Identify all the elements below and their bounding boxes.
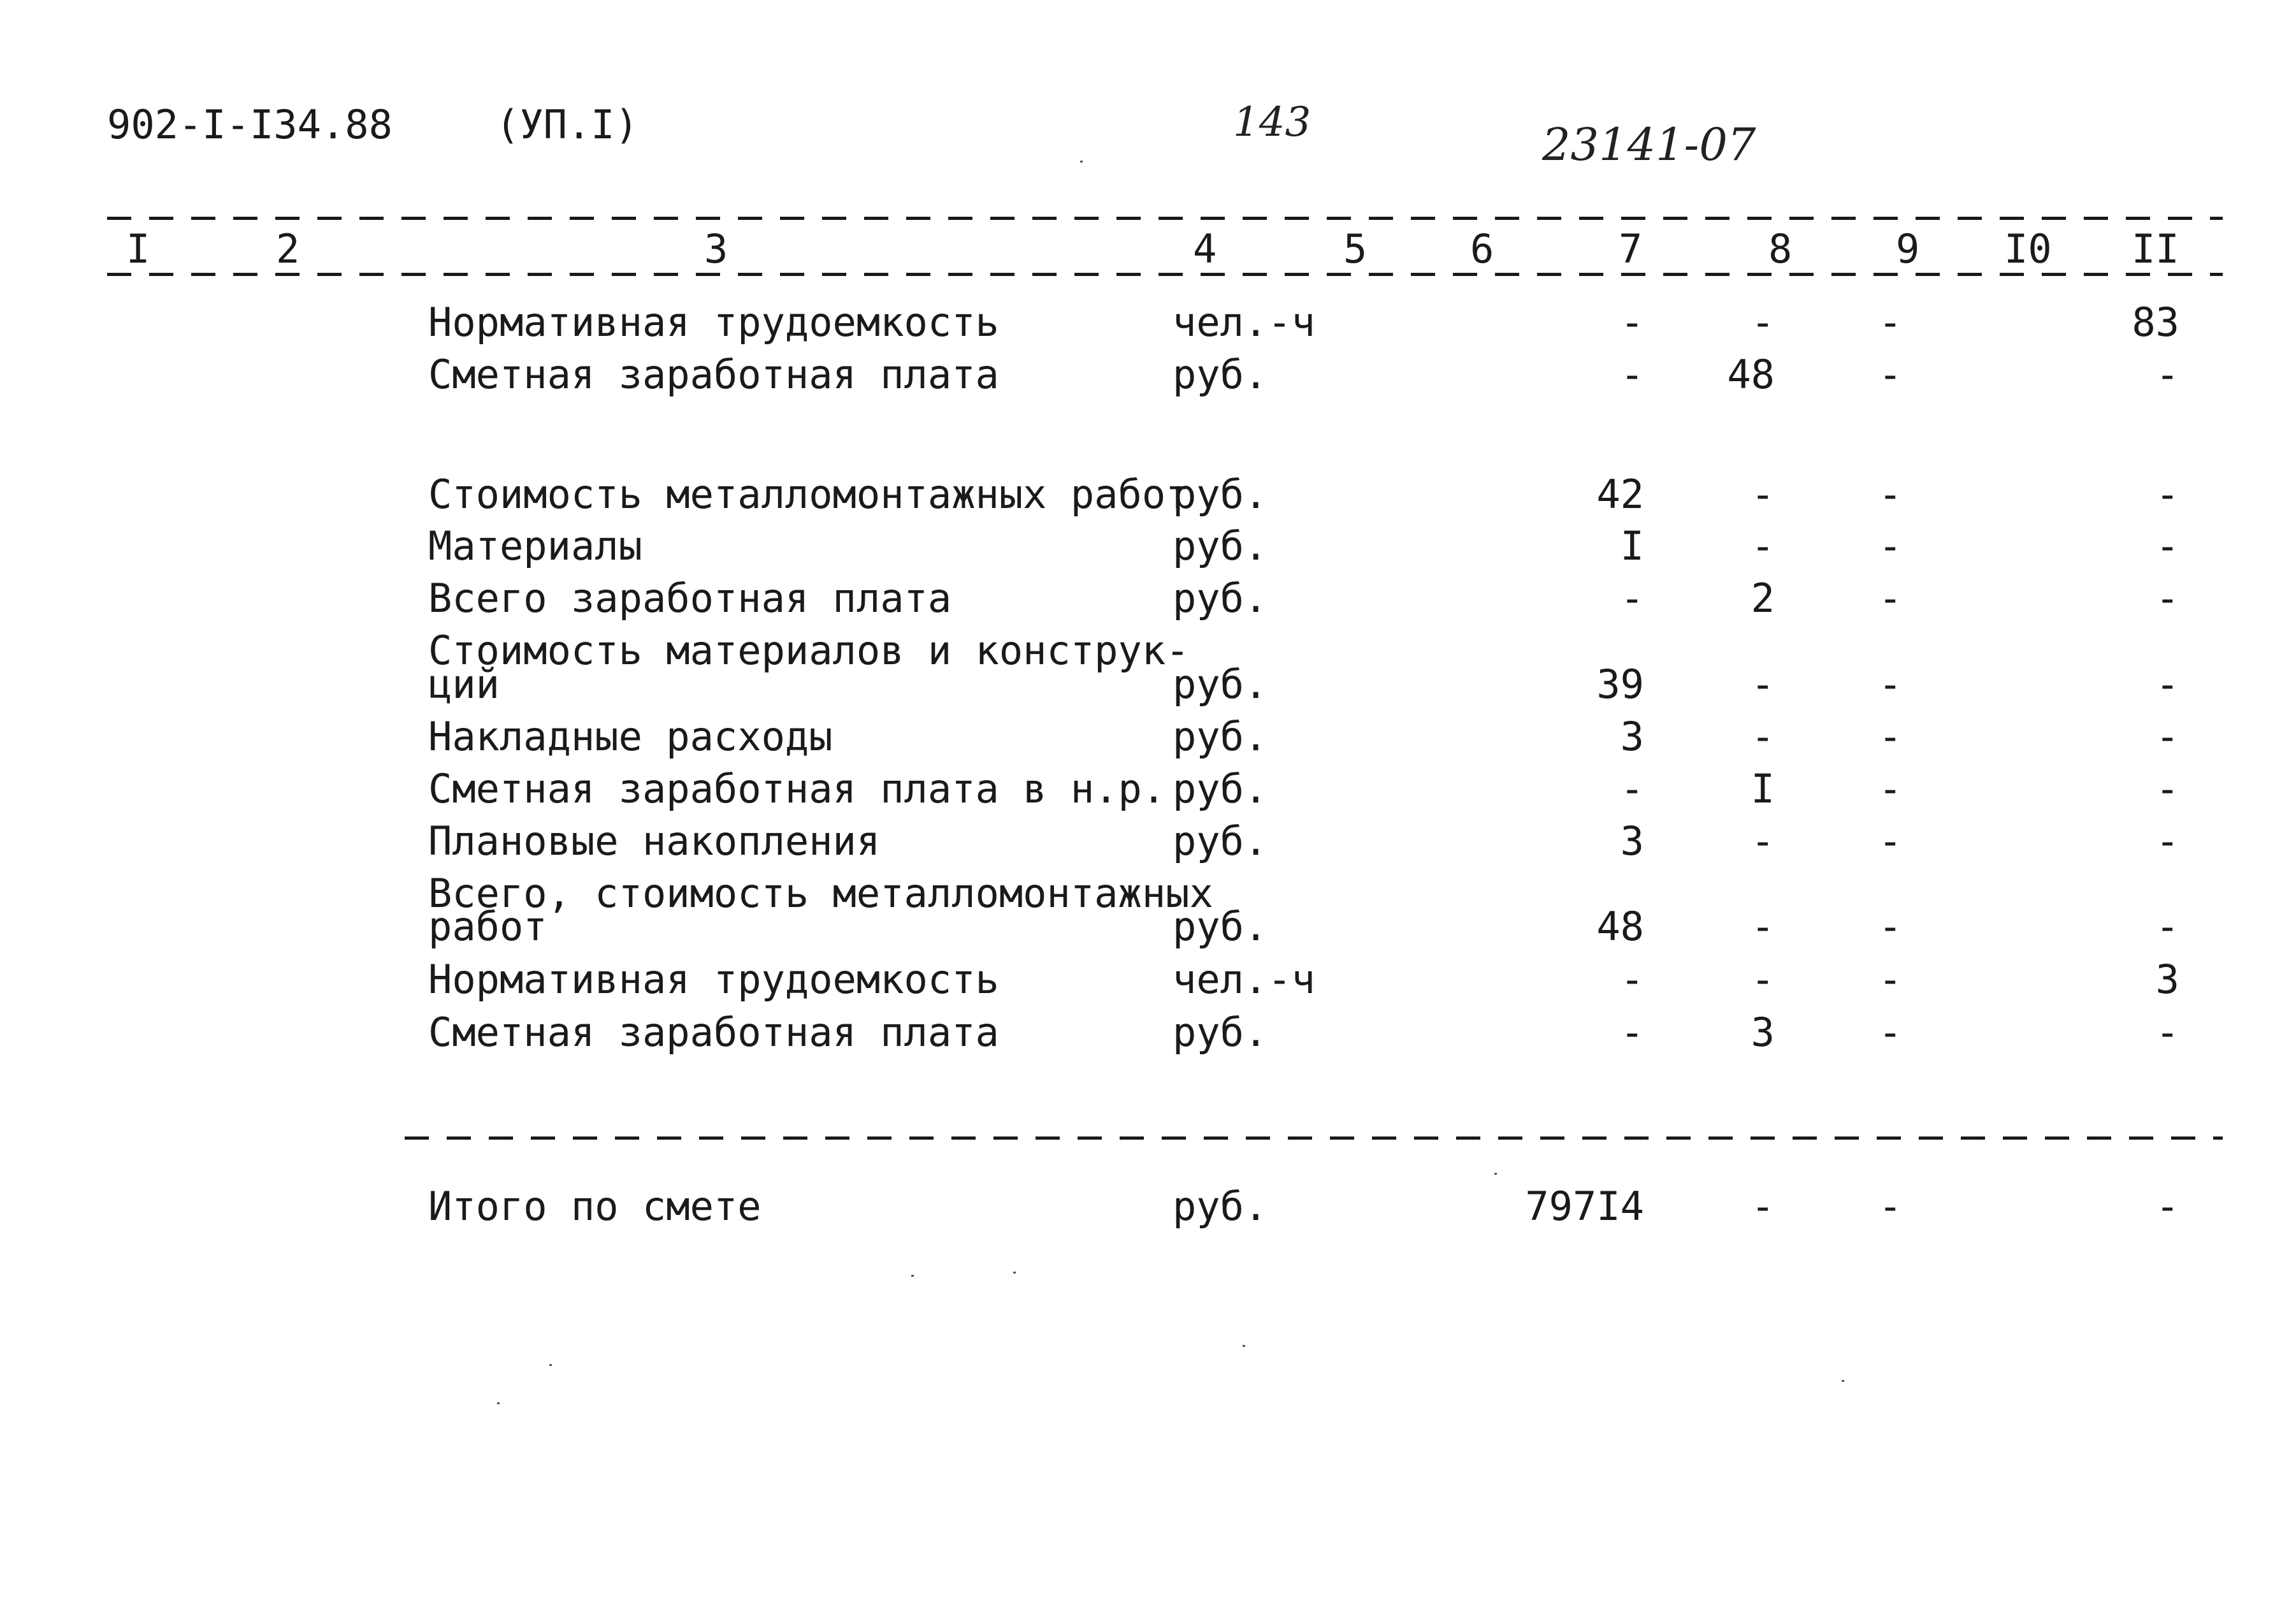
table-header-rule bbox=[107, 273, 2223, 276]
row-col8: - bbox=[1751, 956, 1775, 1003]
total-col7: 797I4 bbox=[1525, 1183, 1644, 1230]
row-unit: руб. bbox=[1173, 713, 1268, 760]
row-unit: руб. bbox=[1173, 351, 1268, 398]
row-col8: - bbox=[1751, 299, 1775, 345]
row-col9: - bbox=[1878, 471, 1902, 518]
row-col8: - bbox=[1751, 523, 1775, 569]
total-col9: - bbox=[1878, 1183, 1902, 1230]
row-col11: - bbox=[2155, 766, 2179, 812]
scan-speck bbox=[1842, 1380, 1844, 1382]
row-col11: - bbox=[2155, 661, 2179, 708]
row-col7: - bbox=[1620, 956, 1644, 1003]
row-col9: - bbox=[1878, 713, 1902, 760]
row-unit: чел.-ч bbox=[1173, 956, 1315, 1003]
document-code: 902-I-I34.88 bbox=[107, 101, 393, 148]
row-col11: - bbox=[2155, 471, 2179, 518]
row-col9: - bbox=[1878, 818, 1902, 864]
column-header-6: 6 bbox=[1470, 226, 1494, 272]
row-col8: - bbox=[1751, 818, 1775, 864]
row-unit: руб. bbox=[1173, 903, 1268, 950]
row-col11: - bbox=[2155, 818, 2179, 864]
row-col7: 42 bbox=[1596, 471, 1644, 518]
row-col7: 39 bbox=[1596, 661, 1644, 708]
total-label: Итого по смете bbox=[428, 1183, 762, 1230]
row-col9: - bbox=[1878, 575, 1902, 621]
row-unit: руб. bbox=[1173, 818, 1268, 864]
total-separator-rule bbox=[405, 1136, 2223, 1140]
total-col8: - bbox=[1751, 1183, 1775, 1230]
column-header-5: 5 bbox=[1343, 226, 1368, 272]
row-label: Плановые накопления bbox=[428, 818, 881, 864]
scan-speck bbox=[549, 1364, 552, 1366]
row-label: Всего, стоимость металломонтажных bbox=[428, 870, 1213, 917]
row-col11: 83 bbox=[2132, 299, 2179, 345]
row-col9: - bbox=[1878, 299, 1902, 345]
row-col8: - bbox=[1751, 903, 1775, 950]
scan-speck bbox=[1243, 1345, 1245, 1347]
row-label: Накладные расходы bbox=[428, 713, 833, 760]
column-header-9: 9 bbox=[1896, 226, 1920, 272]
row-col7: 3 bbox=[1620, 713, 1644, 760]
row-col11: - bbox=[2155, 351, 2179, 398]
row-col7: 48 bbox=[1596, 903, 1644, 950]
row-unit: чел.-ч bbox=[1173, 299, 1315, 345]
document-section: (УП.I) bbox=[496, 101, 639, 148]
row-col7: - bbox=[1620, 575, 1644, 621]
row-label: Материалы bbox=[428, 523, 642, 569]
total-col11: - bbox=[2155, 1183, 2179, 1230]
row-unit: руб. bbox=[1173, 523, 1268, 569]
document-number: 23141-07 bbox=[1542, 119, 1756, 171]
row-col9: - bbox=[1878, 523, 1902, 569]
row-col11: - bbox=[2155, 713, 2179, 760]
row-col11: - bbox=[2155, 523, 2179, 569]
row-col7: - bbox=[1620, 351, 1644, 398]
row-unit: руб. bbox=[1173, 575, 1268, 621]
row-unit: руб. bbox=[1173, 661, 1268, 708]
row-col8: - bbox=[1751, 661, 1775, 708]
row-col8: 3 bbox=[1751, 1009, 1775, 1056]
row-col9: - bbox=[1878, 1009, 1902, 1056]
scan-speck bbox=[1080, 161, 1083, 163]
column-header-2: 2 bbox=[276, 226, 300, 272]
table-top-rule bbox=[107, 217, 2223, 220]
scan-speck bbox=[1494, 1173, 1497, 1175]
row-label: Нормативная трудоемкость bbox=[428, 956, 999, 1003]
row-col9: - bbox=[1878, 351, 1902, 398]
column-header-10: I0 bbox=[2004, 226, 2052, 272]
row-col11: - bbox=[2155, 575, 2179, 621]
row-col8: - bbox=[1751, 471, 1775, 518]
row-label-continuation: работ bbox=[428, 903, 547, 950]
row-label: Сметная заработная плата в н.р. bbox=[428, 766, 1166, 812]
row-col11: 3 bbox=[2155, 956, 2179, 1003]
row-col9: - bbox=[1878, 661, 1902, 708]
scan-speck bbox=[911, 1275, 914, 1277]
column-header-11: II bbox=[2132, 226, 2179, 272]
row-unit: руб. bbox=[1173, 471, 1268, 518]
row-label: Сметная заработная плата bbox=[428, 351, 999, 398]
column-header-3: 3 bbox=[704, 226, 728, 272]
page-number: 143 bbox=[1233, 99, 1311, 146]
column-header-8: 8 bbox=[1768, 226, 1793, 272]
row-label-continuation: ций bbox=[428, 661, 500, 708]
row-col8: - bbox=[1751, 713, 1775, 760]
row-col9: - bbox=[1878, 903, 1902, 950]
row-col8: 48 bbox=[1727, 351, 1775, 398]
row-col11: - bbox=[2155, 1009, 2179, 1056]
scan-speck bbox=[1013, 1272, 1016, 1274]
row-col8: I bbox=[1751, 766, 1775, 812]
row-col8: 2 bbox=[1751, 575, 1775, 621]
row-col7: I bbox=[1620, 523, 1644, 569]
row-label: Нормативная трудоемкость bbox=[428, 299, 999, 345]
row-label: Стоимость материалов и конструк- bbox=[428, 627, 1190, 674]
row-unit: руб. bbox=[1173, 1009, 1268, 1056]
row-label: Всего заработная плата bbox=[428, 575, 952, 621]
scan-speck bbox=[497, 1402, 500, 1404]
column-header-1: I bbox=[126, 226, 150, 272]
row-label: Сметная заработная плата bbox=[428, 1009, 999, 1056]
total-unit: руб. bbox=[1173, 1183, 1268, 1230]
column-header-7: 7 bbox=[1619, 226, 1643, 272]
row-col7: 3 bbox=[1620, 818, 1644, 864]
row-col9: - bbox=[1878, 956, 1902, 1003]
row-col7: - bbox=[1620, 299, 1644, 345]
row-col7: - bbox=[1620, 1009, 1644, 1056]
row-col11: - bbox=[2155, 903, 2179, 950]
row-col9: - bbox=[1878, 766, 1902, 812]
row-col7: - bbox=[1620, 766, 1644, 812]
row-unit: руб. bbox=[1173, 766, 1268, 812]
column-header-4: 4 bbox=[1193, 226, 1217, 272]
row-label: Стоимость металломонтажных работ bbox=[428, 471, 1190, 518]
